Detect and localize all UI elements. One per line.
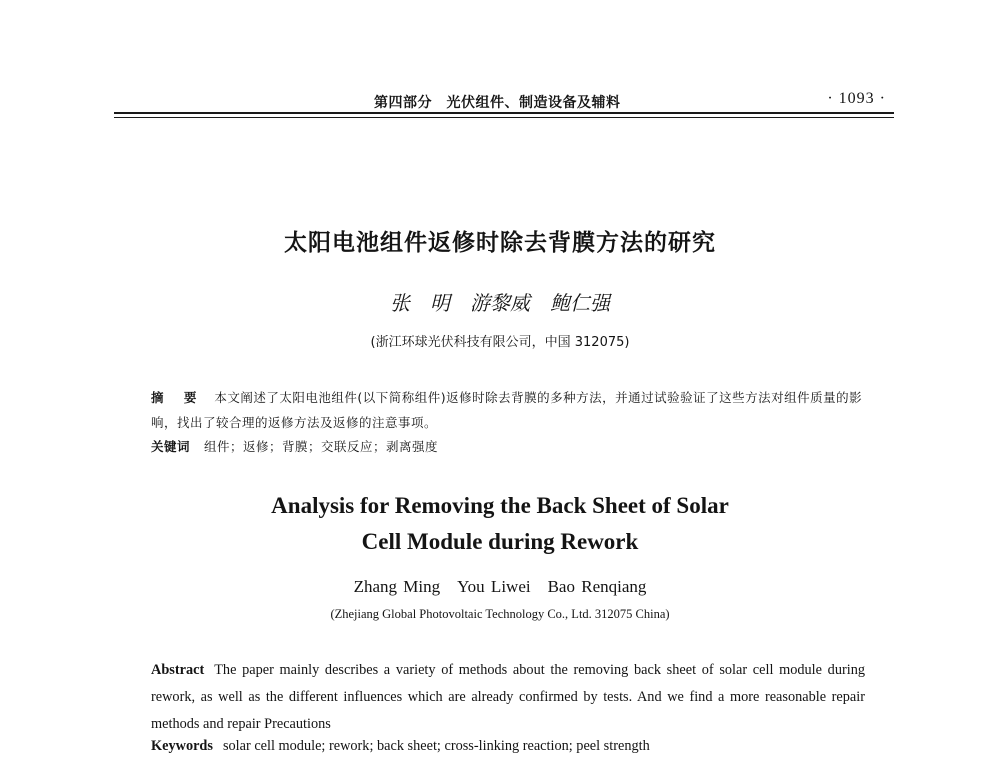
english-keywords-text: solar cell module; rework; back sheet; cross-linking reaction; peel strength: [222, 738, 650, 754]
header-rule-thick: [114, 112, 894, 114]
english-title-line-1: Analysis for Removing the Back Sheet of Solar: [271, 493, 729, 518]
header-rule-thin: [114, 117, 894, 118]
chinese-abstract-label: 摘 要: [151, 390, 205, 405]
english-title-line-2: Cell Module during Rework: [361, 529, 639, 554]
chinese-affiliation: (浙江环球光伏科技有限公司，中国 312075): [370, 335, 630, 350]
english-abstract-label: Abstract: [151, 662, 205, 678]
chinese-keywords: [151, 436, 865, 458]
english-keywords: [151, 735, 865, 757]
english-keywords-label: Keywords: [151, 738, 213, 754]
chinese-title: 太阳电池组件返修时除去背膜方法的研究: [284, 230, 716, 256]
chinese-authors: 张 明 游黎威 鲍仁强: [390, 291, 610, 315]
english-affiliation: (Zhejiang Global Photovoltaic Technology Co., Ltd. 312075 China): [330, 607, 670, 621]
chinese-abstract-text: 本文阐述了太阳电池组件(以下简称组件)返修时除去背膜的多种方法，并通过试验验证了这些方法对组件质量的影响，找出了较合理的返修方法及返修的注意事项。: [151, 390, 863, 430]
header-section-title: 第四部分 光伏组件、制造设备及辅料: [374, 95, 621, 111]
chinese-keywords-label: 关键词: [151, 439, 191, 454]
chinese-keywords-text: 组件；返修；背膜；交联反应；剥离强度: [204, 439, 439, 454]
chinese-abstract: [151, 385, 865, 435]
english-authors: Zhang Ming You Liwei Bao Renqiang: [353, 577, 647, 596]
english-abstract-text: The paper mainly describes a variety of methods about the removing back sheet of solar cell module during rework, as well as the different influences which are already confirmed by tests. And we find a more reasonable repair methods and repair Precautions: [151, 662, 865, 732]
english-abstract: [151, 657, 865, 738]
running-header: [114, 84, 894, 120]
english-title: [0, 488, 1000, 560]
header-page-number: · 1093 ·: [827, 90, 886, 107]
